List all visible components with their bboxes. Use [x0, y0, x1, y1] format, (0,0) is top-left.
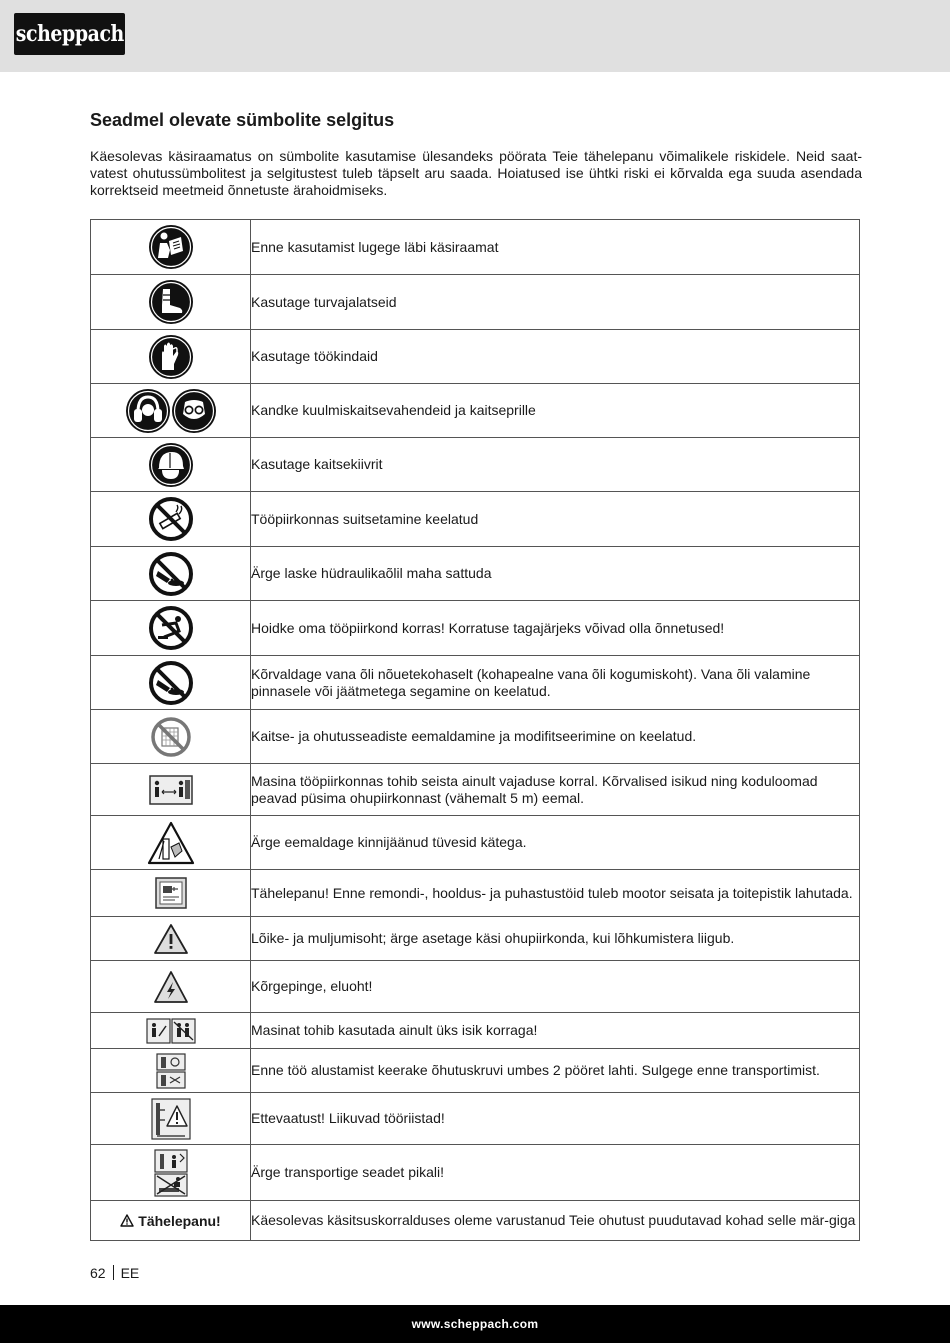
safety-boots-icon [148, 279, 194, 325]
row-description: Kandke kuulmiskaitsevahendeid ja kaitseprille [251, 384, 860, 438]
row-description: Kasutage turvajalatseid [251, 275, 860, 330]
no-horizontal-transport-icon [154, 1149, 188, 1197]
icon-cell [91, 1049, 251, 1093]
icon-cell [91, 816, 251, 870]
icon-cell [91, 656, 251, 710]
table-row [91, 220, 860, 275]
table-row [91, 384, 860, 438]
website-link[interactable]: www.scheppach.com [411, 1317, 539, 1331]
vent-screw-icon [156, 1053, 186, 1089]
no-tripping-icon [148, 605, 194, 651]
row-description: Masinat tohib kasutada ainult üks isik korraga! [251, 1013, 860, 1049]
note-label-cell [91, 1201, 251, 1241]
one-operator-icon [146, 1018, 196, 1044]
table-row [91, 710, 860, 764]
row-description: Ärge eemaldage kinnijäänud tüvesid kätega. [251, 816, 860, 870]
icon-cell [91, 1013, 251, 1049]
table-row [91, 1013, 860, 1049]
row-description: Ärge laske hüdraulikaõlil maha sattuda [251, 547, 860, 601]
table-row [91, 816, 860, 870]
safety-helmet-icon [148, 442, 194, 488]
note-description: Käesolevas käsitsuskorralduses oleme varustanud Teie ohutust puudutavad kohad selle mär-giga [251, 1201, 860, 1241]
language-code: EE [120, 1265, 140, 1281]
ear-and-eye-protection-icon [125, 388, 217, 434]
icon-cell [91, 870, 251, 917]
moving-tools-icon [151, 1098, 191, 1140]
row-description: Kaitse- ja ohutusseadiste eemaldamine ja modifitseerimine on keelatud. [251, 710, 860, 764]
icon-cell [91, 1093, 251, 1145]
table-row [91, 492, 860, 547]
row-description: Enne töö alustamist keerake õhutuskruvi umbes 2 pööret lahti. Sulgege enne transportimist. [251, 1049, 860, 1093]
row-description: Tööpiirkonnas suitsetamine keelatud [251, 492, 860, 547]
icon-cell [91, 384, 251, 438]
no-smoking-icon [148, 496, 194, 542]
table-row [91, 1093, 860, 1145]
intro-paragraph: Käesolevas käsiraamatus on sümbolite kasutamise ülesandeks pöörata Teie tähelepanu võimalikele riskidele. Neid saat-vatest ohutussümbolitest ja selgitustest tuleb täpselt aru saada. Hoiatused ise ühtki riski ei kõrvalda ega suuda asendada korrektseid meetmeid õnnetuste ärahoidmiseks. [90, 148, 862, 198]
icon-cell [91, 330, 251, 384]
read-manual-icon [148, 224, 194, 270]
row-description: Masina tööpiirkonnas tohib seista ainult vajaduse korral. Kõrvalised isikud ning koduloomad peavad püsima ohupiirkonnast (vähemalt 5 m) eemal. [251, 764, 860, 816]
icon-cell [91, 220, 251, 275]
table-row [91, 1049, 860, 1093]
no-oil-dumping-icon [148, 660, 194, 706]
table-row [91, 275, 860, 330]
icon-cell [91, 601, 251, 656]
table-row [91, 870, 860, 917]
note-label: Tähelepanu! [138, 1212, 221, 1229]
table-row [91, 601, 860, 656]
page-footer-number [90, 1265, 139, 1281]
row-description: Lõike- ja muljumisoht; ärge asetage käsi ohupiirkonda, kui lõhkumistera liigub. [251, 917, 860, 961]
row-description: Ärge transportige seadet pikali! [251, 1145, 860, 1201]
table-row [91, 917, 860, 961]
symbols-table [90, 219, 860, 1241]
table-row [91, 547, 860, 601]
icon-cell [91, 492, 251, 547]
jammed-log-warning-icon [147, 821, 195, 865]
row-description: Enne kasutamist lugege läbi käsiraamat [251, 220, 860, 275]
row-description: Ettevaatust! Liikuvad tööriistad! [251, 1093, 860, 1145]
keep-distance-icon [149, 775, 193, 805]
work-gloves-icon [148, 334, 194, 380]
row-description: Kõrvaldage vana õli nõuetekohaselt (kohapealne vana õli kogumiskoht). Vana õli valamine pinnasele või jäätmetega segamine on keelatud. [251, 656, 860, 710]
icon-cell [91, 1145, 251, 1201]
icon-cell [91, 710, 251, 764]
no-guard-removal-icon [150, 716, 192, 758]
page-number-separator [113, 1265, 114, 1280]
icon-cell [91, 438, 251, 492]
table-row [91, 1145, 860, 1201]
no-oil-spill-icon [148, 551, 194, 597]
icon-cell [91, 917, 251, 961]
logo-text: scheppach [15, 21, 124, 47]
table-row [91, 438, 860, 492]
table-row [91, 330, 860, 384]
icon-cell [91, 275, 251, 330]
table-row [91, 764, 860, 816]
row-description: Hoidke oma tööpiirkond korras! Korratuse tagajärjeks võivad olla õnnetused! [251, 601, 860, 656]
scheppach-logo [14, 13, 125, 55]
header-band [0, 0, 950, 72]
note-row [91, 1201, 860, 1241]
page-title: Seadmel olevate sümbolite selgitus [90, 110, 395, 130]
icon-cell [91, 764, 251, 816]
table-row [91, 656, 860, 710]
row-description: Kõrgepinge, eluoht! [251, 961, 860, 1013]
row-description: Tähelepanu! Enne remondi-, hooldus- ja puhastustöid tuleb mootor seisata ja toitepistik lahutada. [251, 870, 860, 917]
footer-band [0, 1305, 950, 1343]
unplug-before-service-icon [155, 877, 187, 909]
high-voltage-icon [153, 970, 189, 1004]
warning-triangle-icon [120, 1214, 134, 1227]
icon-cell [91, 547, 251, 601]
crush-hazard-icon [153, 923, 189, 955]
row-description: Kasutage kaitsekiivrit [251, 438, 860, 492]
row-description: Kasutage töökindaid [251, 330, 860, 384]
page-number: 62 [90, 1265, 106, 1281]
table-row [91, 961, 860, 1013]
icon-cell [91, 961, 251, 1013]
